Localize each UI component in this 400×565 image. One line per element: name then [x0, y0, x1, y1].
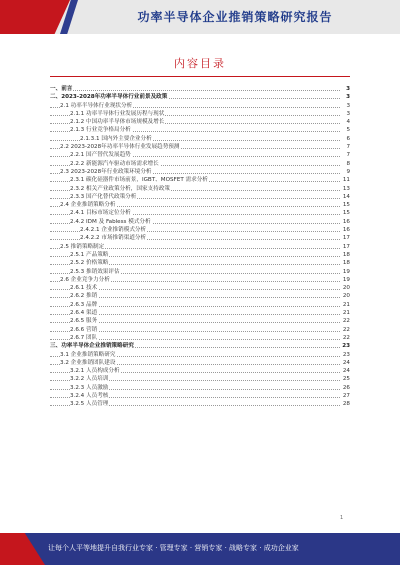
toc-entry-page: 23: [340, 351, 350, 359]
toc-entry-text: 2.6.5 服务: [70, 318, 98, 325]
toc-entry[interactable]: [50, 243, 350, 251]
toc-title: 内容目录: [174, 57, 226, 70]
toc-entry[interactable]: [50, 226, 350, 234]
footer-red-stripe: [0, 533, 45, 565]
toc-entry-page: 16: [340, 226, 350, 234]
toc-entry-text: 2.4.2.2 市场推销渠道分析: [80, 235, 147, 242]
toc-entry-page: 22: [340, 317, 350, 325]
toc-entry-text: 2.6.2 推销: [70, 293, 98, 300]
toc-entry-text: 三、功率半导体企业推销策略研究: [50, 343, 134, 350]
toc-entry-page: 7: [340, 143, 350, 151]
footer-slogan: 让每个人平等地提升自我: [48, 544, 125, 552]
toc-entry-text: 2.3.1 碳化硅器件市场前景，IGBT、MOSFET 需求分析: [70, 177, 208, 184]
toc-entry-text: 2.4.1 目标市场定位分析: [70, 210, 131, 217]
toc-entry-text: 2.2 2023-2028年功率半导体行业发展趋势预测: [60, 144, 180, 151]
toc-entry-text: 2.4 企业推销策略分析: [60, 202, 116, 209]
toc-entry-page: 24: [340, 359, 350, 367]
toc-entry[interactable]: [50, 292, 350, 300]
toc-entry-text: 2.1.1 功率半导体行业发展历程与现状: [70, 110, 165, 117]
toc-entry[interactable]: [50, 110, 350, 118]
header-red-stripe: [0, 0, 70, 34]
toc-entry-page: 3: [340, 110, 350, 118]
toc-entry-text: 2.2.1 国产替代发展趋势: [70, 152, 131, 159]
toc-leader-dots: [50, 90, 340, 91]
toc-entry-page: 19: [340, 276, 350, 284]
toc-entry[interactable]: [50, 102, 350, 110]
toc-entry[interactable]: [50, 375, 350, 383]
toc-entry-text: 2.1.2 中国功率半导体市场规模及增长: [70, 119, 165, 126]
toc-entry-text: 2.2.2 新能源汽车驱动市场需求增长: [70, 160, 159, 167]
toc-entry-page: 21: [340, 309, 350, 317]
toc-entry-page: 6: [340, 135, 350, 143]
toc-entry[interactable]: [50, 185, 350, 193]
toc-entry[interactable]: [50, 85, 350, 93]
toc-entry[interactable]: [50, 367, 350, 375]
toc-entry[interactable]: [50, 334, 350, 342]
toc-entry-page: 15: [340, 209, 350, 217]
toc-entry-text: 3.2.4 人员考核: [70, 392, 109, 399]
toc-entry-text: 2.3.2 相关产业政策分析，国家支持政策: [70, 185, 170, 192]
toc-entry-page: 9: [340, 168, 350, 176]
toc-entry[interactable]: [50, 284, 350, 292]
toc-entry-text: 3.2 企业推销团队建设: [60, 359, 116, 366]
toc-entry[interactable]: [50, 268, 350, 276]
toc-entry-text: 2.1.3 行业竞争格局分析: [70, 127, 131, 134]
toc-entry-page: 14: [340, 193, 350, 201]
footer-experts: 行业专家 · 管理专家 · 营销专家 · 战略专家 · 成功企业家: [125, 544, 299, 552]
toc-entry-text: 2.6.7 团队: [70, 334, 98, 341]
toc-entry-text: 2.6.3 品牌: [70, 301, 98, 308]
toc-entry-text: 2.6.6 营销: [70, 326, 98, 333]
toc-entry-page: 21: [340, 301, 350, 309]
toc-entry-text: 2.5.1 产品策略: [70, 251, 109, 258]
toc-entry-page: 26: [340, 384, 350, 392]
toc-entry-page: 8: [340, 160, 350, 168]
toc-entry-page: 7: [340, 151, 350, 159]
toc-entry-page: 13: [340, 185, 350, 193]
toc-entry-page: 28: [340, 400, 350, 408]
toc-entry-text: 3.2.2 人员培训: [70, 376, 109, 383]
toc-entry[interactable]: [50, 259, 350, 267]
toc-entry[interactable]: [50, 351, 350, 359]
table-of-contents: [50, 85, 350, 409]
toc-entry-page: 16: [340, 218, 350, 226]
report-title: 功率半导体企业推销策略研究报告: [137, 10, 333, 24]
toc-entry-text: 2.3.3 国产化替代政策分析: [70, 193, 137, 200]
toc-entry[interactable]: [50, 234, 350, 242]
toc-entry[interactable]: [50, 400, 350, 408]
toc-entry-text: 2.5 推销策略制定: [60, 243, 105, 250]
toc-entry-page: 23: [340, 342, 350, 350]
toc-entry-text: 2.6.4 渠道: [70, 310, 98, 317]
toc-entry-text: 2.1 功率半导体行业现状分析: [60, 102, 133, 109]
toc-entry-page: 17: [340, 243, 350, 251]
toc-entry[interactable]: [50, 176, 350, 184]
toc-entry-page: 15: [340, 201, 350, 209]
toc-entry-page: 24: [340, 367, 350, 375]
toc-entry-page: 18: [340, 259, 350, 267]
toc-entry[interactable]: [50, 193, 350, 201]
toc-entry-text: 2.5.2 价格策略: [70, 260, 109, 267]
toc-entry[interactable]: [50, 392, 350, 400]
toc-entry-text: 2.3 2023-2028年行业政策环境分析: [60, 168, 152, 175]
toc-entry[interactable]: [50, 126, 350, 134]
toc-entry[interactable]: [50, 251, 350, 259]
toc-entry-page: 18: [340, 251, 350, 259]
toc-entry[interactable]: [50, 151, 350, 159]
toc-entry[interactable]: [50, 301, 350, 309]
page-number: 1: [340, 515, 344, 521]
toc-entry-text: 2.1.3.1 国内外主要企业分析: [80, 135, 152, 142]
toc-entry-text: 2.5.3 推销效果评估: [70, 268, 120, 275]
toc-entry-page: 11: [340, 176, 350, 184]
toc-entry-text: 2.6.1 技术: [70, 285, 98, 292]
toc-entry[interactable]: [50, 218, 350, 226]
toc-entry[interactable]: [50, 168, 350, 176]
toc-entry-page: 20: [340, 284, 350, 292]
toc-entry[interactable]: [50, 135, 350, 143]
toc-entry-text: 2.4.2 IDM 及 Fabless 模式分析: [70, 218, 151, 225]
toc-entry-text: 二、2023-2028年功率半导体行业前景及政策: [50, 94, 168, 101]
toc-entry[interactable]: [50, 93, 350, 101]
toc-entry[interactable]: [50, 342, 350, 350]
toc-entry-page: 27: [340, 392, 350, 400]
toc-entry-text: 3.2.5 人员管理: [70, 401, 109, 408]
toc-entry[interactable]: [50, 359, 350, 367]
toc-entry[interactable]: [50, 276, 350, 284]
toc-entry-page: 22: [340, 334, 350, 342]
toc-entry[interactable]: [50, 317, 350, 325]
toc-entry-text: 一、前言: [50, 86, 73, 92]
toc-entry-page: 3: [340, 85, 350, 93]
toc-entry-page: 3: [340, 102, 350, 110]
page-footer: [0, 533, 400, 565]
toc-entry[interactable]: [50, 326, 350, 334]
toc-entry-page: 22: [340, 326, 350, 334]
toc-entry[interactable]: [50, 118, 350, 126]
toc-entry-text: 3.1 企业推销策略研究: [60, 351, 116, 358]
toc-entry[interactable]: [50, 209, 350, 217]
toc-entry-text: 3.2.1 人员构成分析: [70, 368, 120, 375]
page-header: [0, 0, 400, 34]
toc-entry-page: 20: [340, 292, 350, 300]
toc-entry-page: 4: [340, 118, 350, 126]
toc-entry-page: 19: [340, 268, 350, 276]
toc-entry-text: 2.6 企业竞争力分析: [60, 276, 110, 283]
toc-entry-text: 2.4.2.1 企业推销模式分析: [80, 227, 147, 234]
toc-entry-page: 5: [340, 126, 350, 134]
toc-entry[interactable]: [50, 160, 350, 168]
toc-divider: [50, 76, 350, 77]
toc-entry-page: 3: [340, 93, 350, 101]
toc-entry-page: 25: [340, 375, 350, 383]
toc-entry-page: 17: [340, 234, 350, 242]
toc-entry[interactable]: [50, 143, 350, 151]
toc-entry[interactable]: [50, 384, 350, 392]
toc-entry-text: 3.2.3 人员激励: [70, 384, 109, 391]
toc-entry[interactable]: [50, 309, 350, 317]
toc-entry[interactable]: [50, 201, 350, 209]
